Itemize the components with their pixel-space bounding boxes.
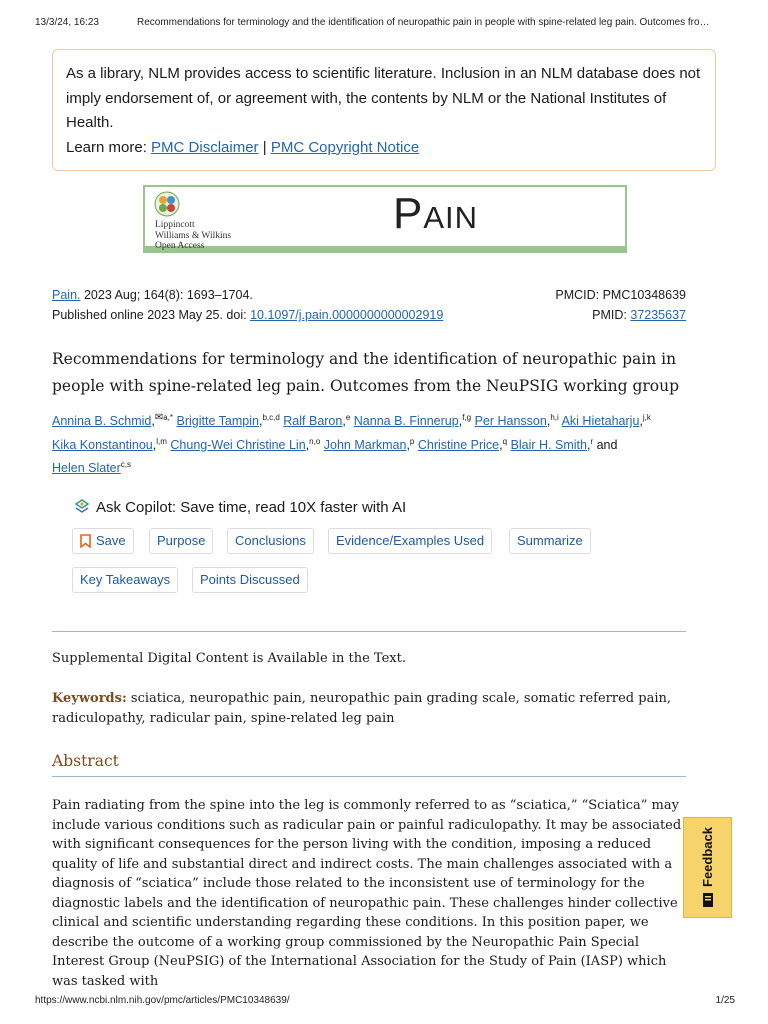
abstract-text: Pain radiating from the spine into the leg is commonly referred to as “sciatica,” “Sciatica” may include various conditions such as radicular pain or painful radiculopathy. It may be associated with significant consequences for the person living with the condition, imposing a reduced quality of life and substantial direct and indirect costs. The main challenges associated with a diagnosis of “sciatica” include those related to the inconsistent use of terminology for the diagnostic labels and the identification of neuropathic pain. These challenges hinder collective clinical and scientific understanding regarding these conditions. In this position paper, we describe the outcome of a working group commissioned by the Neuropathic Pain Special Interest Group (NeuPSIG) of the International Association for the Study of Pain (IASP) which was tasked with bbox=[52, 798, 682, 989]
author-affil: h,i bbox=[550, 413, 559, 422]
abstract-divider bbox=[52, 776, 686, 777]
points-discussed-label: Points Discussed bbox=[200, 572, 300, 587]
pmcid: PMCID: PMC10348639 bbox=[555, 288, 686, 302]
link-separator: | bbox=[262, 138, 267, 156]
copilot-icon bbox=[72, 497, 92, 517]
doi-link[interactable]: 10.1097/j.pain.0000000000002919 bbox=[250, 308, 444, 322]
author-link[interactable]: John Markman bbox=[323, 437, 407, 452]
bookmark-icon bbox=[80, 534, 91, 548]
authors-and: and bbox=[596, 437, 618, 452]
save-button[interactable] bbox=[72, 528, 134, 554]
author-affil: r bbox=[590, 436, 594, 446]
print-title: Recommendations for terminology and the identification of neuropathic pain in people with spine-related leg pain. Outcomes fro… bbox=[137, 17, 710, 28]
author-link[interactable]: Helen Slater bbox=[52, 461, 121, 476]
points-discussed-button[interactable] bbox=[192, 567, 308, 593]
author-affil: c,s bbox=[120, 460, 132, 470]
page-number: 1/25 bbox=[715, 995, 735, 1006]
issue-info: 2023 Aug; 164(8): 1693–1704. bbox=[83, 288, 253, 302]
author-link[interactable]: Christine Price bbox=[417, 437, 500, 452]
evidence-label: Evidence/Examples Used bbox=[336, 533, 485, 548]
nlm-notice-box bbox=[52, 49, 716, 171]
summarize-label: Summarize bbox=[517, 533, 583, 548]
author-link[interactable]: Kika Konstantinou bbox=[52, 437, 153, 452]
author-link[interactable]: Ralf Baron bbox=[283, 414, 343, 429]
copilot-text: Ask Copilot: Save time, read 10X faster with AI bbox=[96, 498, 407, 516]
citation-line-2 bbox=[52, 308, 686, 322]
article-title: Recommendations for terminology and the identification of neuropathic pain in people with spine-related leg pain. Outcomes from the NeuPSIG working group bbox=[52, 350, 680, 395]
print-datetime: 13/3/24, 16:23 bbox=[35, 17, 99, 28]
key-takeaways-button[interactable] bbox=[72, 567, 178, 593]
author-list: Annina B. Schmid,$^{✉a,*}$ Brigitte Tampin,$^{b,c,d}$ Ralf Baron,$^e$ Nanna B. Finnerup,$^{f,g}$ Per Hansson,$^{h,i}$ Aki Hietaharju,$^{j,k}$ Kika Konstantinou,$^{l,m}$ Chung-Wei Christine Lin,$^{n,o}$ John Markman,$^p$ Christine Price,$^q$ Blair H. Smith,$^r$ and Helen Slater$^{c,s}$ bbox=[52, 412, 651, 476]
author-affil: p bbox=[409, 436, 415, 446]
divider bbox=[52, 631, 686, 632]
conclusions-button[interactable] bbox=[227, 528, 314, 554]
print-header bbox=[35, 17, 735, 28]
purpose-label: Purpose bbox=[157, 533, 206, 548]
author-affil: a,* bbox=[163, 413, 174, 422]
journal-banner[interactable] bbox=[143, 185, 627, 253]
learn-more-label: Learn more: bbox=[66, 138, 147, 156]
author-link[interactable]: Nanna B. Finnerup bbox=[353, 414, 459, 429]
keywords bbox=[52, 689, 686, 728]
notice-text: As a library, NLM provides access to scientific literature. Inclusion in an NLM database does not imply endorsement of, or agreement with, the contents by NLM or the National Institutes of Health. bbox=[66, 65, 701, 131]
author-link[interactable]: Per Hansson bbox=[474, 414, 547, 429]
author-affil: j,k bbox=[642, 413, 651, 422]
abstract-heading: Abstract bbox=[52, 752, 119, 770]
feedback-label: Feedback bbox=[700, 826, 715, 887]
published-online: Published online 2023 May 25. doi: bbox=[52, 308, 251, 322]
author-link[interactable]: Aki Hietaharju bbox=[561, 414, 640, 429]
keywords-label: Keywords: bbox=[52, 691, 127, 706]
page-url: https://www.ncbi.nlm.nih.gov/pmc/articles/PMC10348639/ bbox=[35, 995, 290, 1006]
keywords-text: sciatica, neuropathic pain, neuropathic pain grading scale, somatic referred pain, radiculopathy, radicular pain, spine-related leg pain bbox=[52, 691, 671, 726]
feedback-button[interactable] bbox=[683, 817, 732, 918]
key-takeaways-label: Key Takeaways bbox=[80, 572, 171, 587]
evidence-button[interactable] bbox=[328, 528, 492, 554]
author-affil: f,g bbox=[462, 413, 472, 422]
purpose-button[interactable] bbox=[149, 528, 213, 554]
pmc-disclaimer-link[interactable]: PMC Disclaimer bbox=[151, 138, 259, 156]
pmc-copyright-link[interactable]: PMC Copyright Notice bbox=[270, 138, 420, 156]
supplemental-note: Supplemental Digital Content is Available in the Text. bbox=[52, 651, 406, 666]
author-link[interactable]: Blair H. Smith bbox=[510, 437, 587, 452]
pmid-label: PMID: bbox=[592, 308, 631, 322]
feedback-icon bbox=[702, 892, 714, 908]
author-affil: q bbox=[502, 436, 508, 446]
pmid bbox=[592, 308, 686, 322]
ask-copilot[interactable] bbox=[72, 497, 406, 517]
author-link[interactable]: Annina B. Schmid bbox=[52, 414, 152, 429]
publisher-line-2: Williams & Wilkins bbox=[155, 230, 232, 241]
citation-line-1 bbox=[52, 288, 686, 302]
print-footer bbox=[35, 995, 735, 1006]
conclusions-label: Conclusions bbox=[235, 533, 306, 548]
publisher-line-3: Open Access bbox=[155, 241, 205, 251]
pmid-link[interactable]: 37235637 bbox=[630, 308, 686, 322]
publisher-name bbox=[155, 220, 231, 252]
author-link[interactable]: Chung-Wei Christine Lin bbox=[170, 437, 306, 452]
lww-logo-icon bbox=[153, 190, 181, 218]
journal-link[interactable]: Pain. bbox=[52, 288, 81, 302]
save-label: Save bbox=[96, 533, 126, 548]
author-affil: n,o bbox=[309, 436, 321, 446]
author-link[interactable]: Brigitte Tampin bbox=[176, 414, 259, 429]
mail-icon[interactable]: ✉ bbox=[154, 412, 164, 423]
summarize-button[interactable] bbox=[509, 528, 591, 554]
author-affil: b,c,d bbox=[262, 413, 280, 422]
author-affil: l,m bbox=[156, 436, 167, 446]
publisher-line-1: Lippincott bbox=[155, 220, 195, 230]
author-affil: e bbox=[345, 413, 351, 422]
journal-name: Pain bbox=[393, 189, 479, 238]
